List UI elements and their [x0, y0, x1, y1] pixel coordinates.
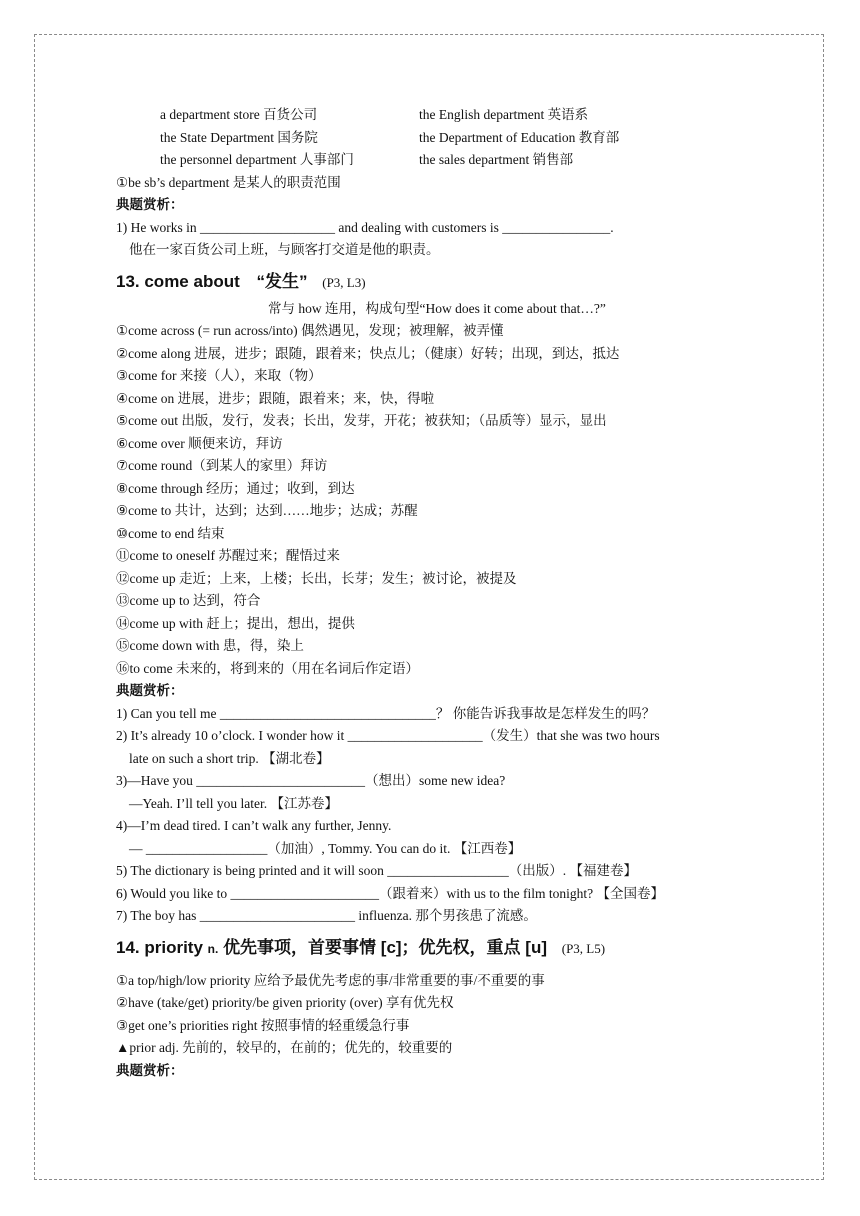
list-item: ③come for 来接（人），来取（物）: [116, 368, 322, 383]
heading-meaning: “发生”: [256, 271, 308, 291]
list-item: ⑧come through 经历；通过；收到，到达: [116, 480, 355, 496]
section-heading-14: [116, 932, 756, 964]
list-item: ③get one’s priorities right 按照事情的轻重缓急行事: [116, 1017, 410, 1033]
come-exercises: [116, 703, 756, 928]
list-item: ②come along 进展，进步；跟随，跟着来；快点儿；（健康）好转；出现，到达，抵达: [116, 345, 620, 361]
exercise-line: 5) The dictionary is being printed and it will soon __________________（出版）. 【福建卷】: [116, 863, 637, 878]
list-item: ⑬come up to 达到，符合: [116, 593, 261, 608]
come-phrase-list: [116, 320, 756, 680]
document-body: [116, 104, 756, 1082]
exercise-line: 6) Would you like to ______________________（跟着来）with us to the film tonight? 【全国卷】: [116, 885, 665, 901]
list-item: ①come across (= run across/into) 偶然遇见，发现；被理解，被弄懂: [116, 323, 504, 338]
example-label: 典题赏析：: [116, 197, 184, 212]
heading-reference: (P3, L5): [561, 940, 606, 956]
list-item: ⑩come to end 结束: [116, 525, 225, 541]
phrase-left: the personnel department 人事部门: [160, 152, 354, 167]
exercise-line: 1) He works in ____________________ and dealing with customers is ________________.: [116, 219, 614, 235]
usage-note: 常与 how 连用，构成句型“How does it come about that…?”: [268, 300, 606, 316]
phrase-right: the sales department 销售部: [419, 152, 574, 167]
priority-phrase-list: [116, 970, 756, 1060]
exercise-line: 4)—I’m dead tired. I can’t walk any further, Jenny.: [116, 818, 392, 833]
department-phrases: [116, 104, 756, 172]
heading-reference: (P3, L3): [322, 274, 366, 290]
phrase-right: the English department 英语系: [419, 107, 589, 122]
list-item: ⑤come out 出版，发行，发表；长出，发芽，开花；被获知；（品质等）显示，显出: [116, 413, 607, 428]
list-item: ⑫come up 走近；上来，上楼；长出，长芽；发生；被讨论，被提及: [116, 570, 517, 586]
exercise-line: 7) The boy has _______________________ influenza. 那个男孩患了流感。: [116, 908, 537, 923]
exercise-line: late on such a short trip. 【湖北卷】: [129, 750, 330, 766]
exercise-line: — __________________（加油）, Tommy. You can do it. 【江西卷】: [129, 840, 522, 856]
exercise-line: 3)—Have you _________________________（想出）some new idea?: [116, 773, 506, 788]
phrase-pair-row: [116, 149, 756, 172]
heading-pos: n.: [207, 941, 219, 956]
phrase-left: a department store 百货公司: [160, 107, 318, 122]
exercise-translation: 他在一家百货公司上班，与顾客打交道是他的职责。: [129, 242, 440, 257]
example-label: 典题赏析：: [116, 1062, 184, 1078]
list-item: ⑭come up with 赶上；提出，想出，提供: [116, 615, 355, 631]
phrase-pair-row: [116, 104, 756, 127]
phrase-left: the State Department 国务院: [160, 129, 318, 145]
phrase-right: the Department of Education 教育部: [419, 129, 620, 145]
exercise-line: 1) Can you tell me ________________________________？ 你能告诉我事故是怎样发生的吗？: [116, 705, 656, 721]
phrase-pair-row: [116, 127, 756, 150]
list-item: ⑥come over 顺便来访，拜访: [116, 435, 283, 451]
exercise-line: 2) It’s already 10 o’clock. I wonder how it ____________________（发生）that she was two hours: [116, 728, 660, 743]
heading-term: 13. come about: [116, 271, 240, 291]
list-item: ⑨come to 共计，达到；达到……地步；达成；苏醒: [116, 503, 418, 518]
list-item: ⑪come to oneself 苏醒过来；醒悟过来: [116, 548, 340, 563]
section-heading-13: [116, 266, 756, 298]
example-label: 典题赏析：: [116, 683, 184, 698]
list-item: ②have (take/get) priority/be given priority (over) 享有优先权: [116, 995, 454, 1010]
list-item: ④come on 进展，进步；跟随，跟着来；来，快，得啦: [116, 390, 435, 406]
list-item: ①a top/high/low priority 应给予最优先考虑的事/非常重要的事/不重要的事: [116, 972, 545, 988]
heading-term: 14. priority: [116, 937, 203, 957]
heading-meaning: 优先事项，首要事情 [c]；优先权，重点 [u]: [223, 937, 547, 957]
list-item: ⑮come down with 患，得，染上: [116, 638, 304, 653]
dept-note: ①be sb’s department 是某人的职责范围: [116, 174, 341, 190]
exercise-line: —Yeah. I’ll tell you later. 【江苏卷】: [129, 795, 338, 811]
list-item: ▲prior adj. 先前的，较早的，在前的；优先的，较重要的: [116, 1040, 453, 1055]
list-item: ⑯to come 未来的，将到来的（用在名词后作定语）: [116, 660, 419, 676]
list-item: ⑦come round（到某人的家里）拜访: [116, 458, 328, 473]
